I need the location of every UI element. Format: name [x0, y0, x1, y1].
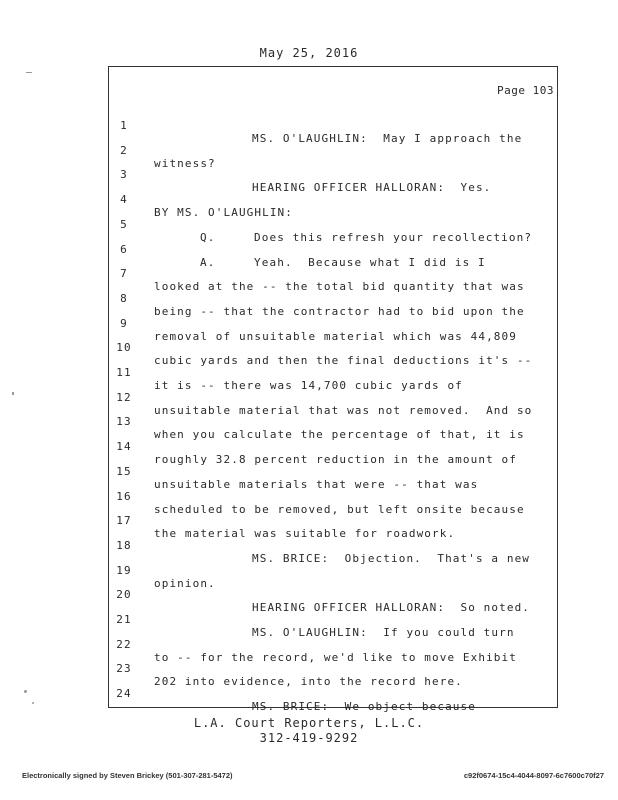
line-text: BY MS. O'LAUGHLIN: — [154, 206, 294, 220]
line-text: Q. Does this refresh your recollection? — [200, 230, 533, 244]
line-number: 14 — [116, 440, 132, 454]
line-text: 202 into evidence, into the record here. — [154, 675, 463, 689]
transcript-line — [0, 378, 618, 417]
line-number: 17 — [116, 514, 132, 528]
line-text: it is -- there was 14,700 cubic yards of — [154, 379, 463, 392]
line-number: 21 — [116, 613, 132, 626]
line-text: roughly 32.8 percent reduction in the amount of — [154, 453, 517, 467]
line-text: looked at the -- the total bid quantity that was — [154, 280, 525, 294]
transcript-line — [0, 353, 618, 392]
line-number: 4 — [120, 193, 128, 207]
line-text: unsuitable materials that were -- that was — [154, 477, 479, 491]
line-number: 6 — [120, 242, 128, 256]
line-number: 2 — [120, 143, 128, 157]
page-number: Page 103 — [497, 84, 554, 97]
line-text: unsuitable material that was not removed. And so — [154, 403, 533, 417]
line-text: A. Yeah. Because what I did is I — [200, 255, 486, 269]
line-number: 9 — [120, 316, 128, 330]
line-number: 5 — [120, 217, 128, 231]
court-reporter-phone: 312-419-9292 — [259, 731, 359, 745]
transcript-line — [0, 254, 618, 294]
transcript-line — [0, 230, 618, 269]
line-text: opinion. — [154, 576, 216, 590]
line-number: 10 — [116, 341, 132, 355]
scan-speck — [32, 702, 34, 704]
electronic-signature: Electronically signed by Steven Brickey (501-307-281-5472) — [22, 771, 233, 780]
transcript-line — [0, 649, 618, 689]
transcript-line — [0, 328, 618, 368]
scan-speck — [26, 72, 32, 73]
line-number: 22 — [116, 637, 132, 651]
line-number: 18 — [116, 538, 132, 552]
line-number: 20 — [116, 588, 132, 602]
line-text: scheduled to be removed, but left onsite because — [154, 502, 525, 516]
line-text: MS. BRICE: Objection. That's a new — [252, 551, 531, 565]
court-reporter-name: L.A. Court Reporters, L.L.C. — [193, 716, 425, 730]
line-text: being -- that the contractor had to bid upon the — [154, 304, 525, 318]
scan-speck — [12, 392, 14, 395]
line-text: to -- for the record, we'd like to move Exhibit — [154, 650, 517, 664]
line-number: 11 — [116, 366, 132, 379]
line-number: 3 — [120, 168, 128, 182]
transcript-line — [0, 205, 618, 244]
line-text: MS. BRICE: We object because — [252, 700, 476, 714]
line-text: witness? — [154, 156, 216, 170]
line-number: 12 — [116, 390, 132, 404]
line-number: 15 — [116, 464, 132, 478]
transcript-line — [0, 600, 618, 639]
document-hash: c92f0674-15c4-4044-8097-6c7600c70f27 — [463, 771, 604, 780]
transcript-line — [0, 155, 618, 195]
transcript-line — [0, 452, 618, 491]
transcript-line — [0, 304, 618, 343]
line-number: 13 — [116, 415, 132, 429]
line-number: 16 — [116, 489, 132, 503]
line-number: 8 — [120, 291, 128, 305]
transcript-line — [0, 279, 618, 318]
line-number: 24 — [116, 687, 132, 701]
line-text: HEARING OFFICER HALLORAN: So noted. — [252, 601, 531, 615]
line-text: MS. O'LAUGHLIN: May I approach the — [252, 132, 523, 145]
transcript-line — [0, 501, 618, 541]
line-text: cubic yards and then the final deductions it's -- — [154, 354, 533, 368]
transcript-line — [0, 575, 618, 615]
transcript-line — [0, 674, 618, 714]
line-text: removal of unsuitable material which was 44,809 — [154, 329, 517, 343]
transcript-line — [0, 477, 618, 516]
transcript-line — [0, 625, 618, 664]
transcript-line — [0, 180, 618, 220]
line-number: 19 — [116, 563, 132, 577]
transcript-line — [0, 402, 618, 442]
scan-speck — [24, 690, 27, 693]
transcript-line — [0, 131, 618, 170]
line-text: when you calculate the percentage of that, it is — [154, 428, 525, 442]
line-number: 7 — [120, 267, 128, 281]
deposition-date: May 25, 2016 — [259, 46, 359, 60]
transcript-line — [0, 551, 618, 590]
line-number: 23 — [116, 662, 132, 676]
line-number: 1 — [120, 119, 128, 132]
line-text: the material was suitable for roadwork. — [154, 527, 456, 541]
transcript-line — [0, 106, 618, 145]
line-text: HEARING OFFICER HALLORAN: Yes. — [252, 181, 492, 195]
transcript-line — [0, 526, 618, 565]
transcript-line — [0, 427, 618, 467]
line-text: MS. O'LAUGHLIN: If you could turn — [252, 626, 515, 639]
